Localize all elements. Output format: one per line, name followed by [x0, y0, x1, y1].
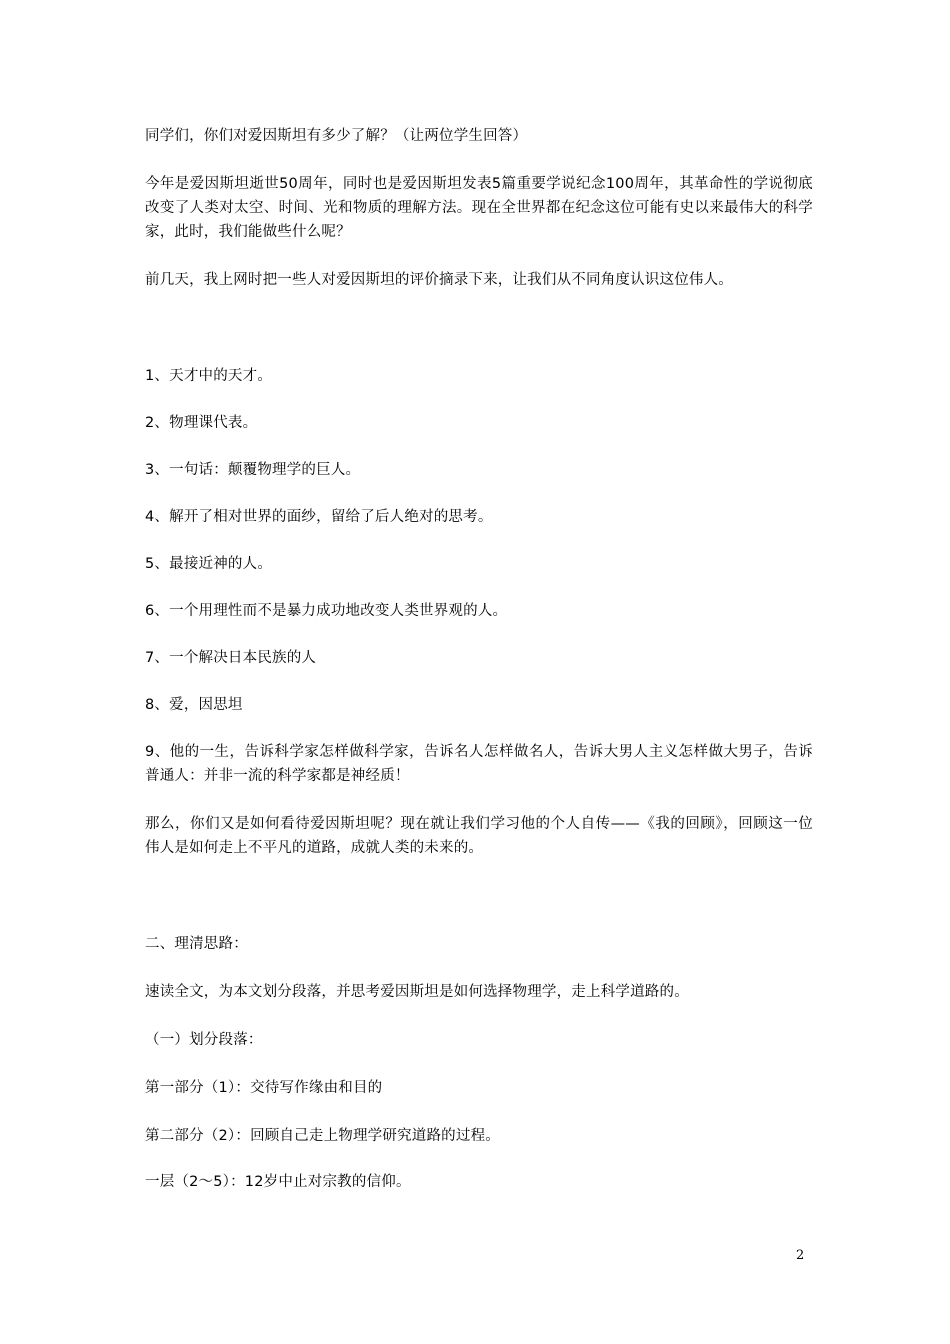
evaluation-item: 6、一个用理性而不是暴力成功地改变人类世界观的人。	[145, 603, 508, 619]
evaluation-item: 3、一句话：颠覆物理学的巨人。	[145, 462, 361, 478]
evaluation-item: 8、爱，因思坦	[145, 697, 243, 713]
page-number: 2	[796, 1248, 805, 1263]
evaluation-item: 4、解开了相对世界的面纱，留给了后人绝对的思考。	[145, 509, 493, 525]
part-item: 第二部分（2）：回顾自己走上物理学研究道路的过程。	[145, 1128, 500, 1144]
part-item: 一层（2～5）：12岁中止对宗教的信仰。	[145, 1174, 411, 1190]
intro-question: 同学们，你们对爱因斯坦有多少了解？（让两位学生回答）	[145, 128, 528, 144]
evaluation-item: 2、物理课代表。	[145, 415, 258, 431]
section-heading: 二、理清思路：	[145, 936, 248, 952]
sub-heading: （一）划分段落：	[145, 1032, 263, 1048]
transition-paragraph: 那么，你们又是如何看待爱因斯坦呢？现在就让我们学习他的个人自传——《我的回顾》，回顾这一位伟人是如何走上不平凡的道路，成就人类的未来的。	[145, 816, 813, 856]
section-task: 速读全文，为本文划分段落，并思考爱因斯坦是如何选择物理学，走上科学道路的。	[145, 984, 689, 1000]
intro-context-paragraph: 今年是爱因斯坦逝世50周年，同时也是爱因斯坦发表5篇重要学说纪念100周年，其革命性的学说彻底改变了人类对太空、时间、光和物质的理解方法。现在全世界都在纪念这位可能有史以来最伟大的科学家，此时，我们能做些什么呢？	[145, 176, 813, 240]
intro-lead-in: 前几天，我上网时把一些人对爱因斯坦的评价摘录下来，让我们从不同角度认识这位伟人。	[145, 272, 733, 288]
part-item: 第一部分（1）：交待写作缘由和目的	[145, 1080, 383, 1096]
evaluation-item: 7、一个解决日本民族的人	[145, 650, 317, 666]
evaluation-item: 9、他的一生，告诉科学家怎样做科学家，告诉名人怎样做名人，告诉大男人主义怎样做大男子，告诉普通人：并非一流的科学家都是神经质！	[145, 744, 813, 784]
evaluation-item: 1、天才中的天才。	[145, 368, 273, 384]
evaluation-item: 5、最接近神的人。	[145, 556, 273, 572]
